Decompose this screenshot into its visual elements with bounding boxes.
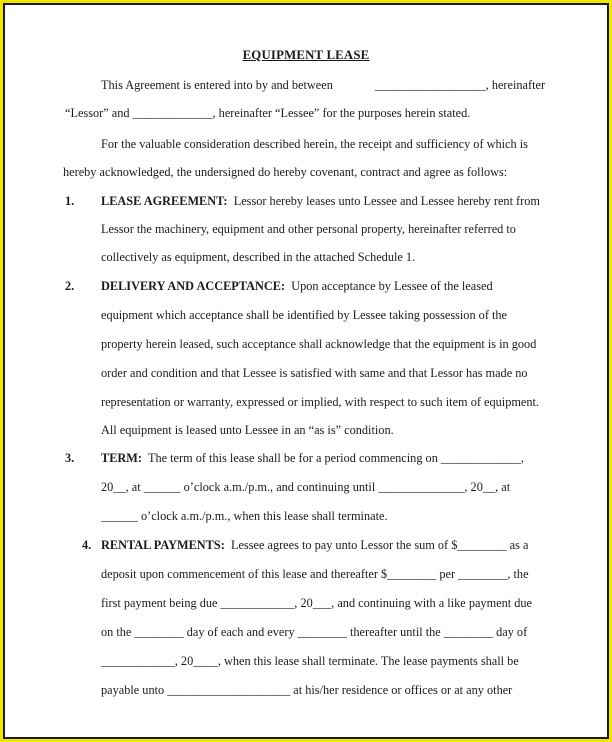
- section-3-text-3: ______ o’clock a.m./p.m., when this lease shall terminate.: [101, 509, 388, 523]
- intro-line-1a: This Agreement is entered into by and between: [101, 78, 333, 92]
- section-2-first-line: [101, 279, 493, 293]
- section-2-text-4: order and condition and that Lessee is satisfied with same and that Lessor has made no: [101, 366, 528, 380]
- section-2-text-5: representation or warranty, expressed or implied, with respect to such item of equipment.: [101, 395, 539, 409]
- section-1-heading: LEASE AGREEMENT:: [101, 194, 228, 208]
- section-1-first-line: [101, 194, 540, 208]
- section-2-text-1: Upon acceptance by Lessee of the leased: [291, 279, 493, 293]
- section-4-text-1: Lessee agrees to pay unto Lessor the sum of $________ as a: [230, 538, 529, 552]
- document-title: EQUIPMENT LEASE: [242, 48, 370, 62]
- section-1-text-1: Lessor hereby leases unto Lessee and Lessee hereby rent from: [233, 194, 540, 208]
- section-2-number: 2.: [65, 279, 75, 293]
- section-4-first-line: [101, 538, 528, 552]
- section-3-first-line: [101, 451, 524, 465]
- section-3-number: 3.: [65, 451, 75, 465]
- document-frame: [3, 3, 609, 739]
- section-1-text-3: collectively as equipment, described in the attached Schedule 1.: [101, 250, 416, 264]
- section-2-text-3: property herein leased, such acceptance shall acknowledge that the equipment is in good: [101, 337, 537, 351]
- section-4-number: 4.: [82, 538, 92, 552]
- section-1-text-2: Lessor the machinery, equipment and other personal property, hereinafter referred to: [101, 222, 516, 236]
- intro-line-1b: __________________, hereinafter: [375, 78, 546, 92]
- section-4-text-2: deposit upon commencement of this lease and thereafter $________ per ________, the: [101, 567, 529, 581]
- section-1-number: 1.: [65, 194, 75, 208]
- section-4-text-6: payable unto ____________________ at his/her residence or offices or at any other: [101, 683, 513, 697]
- section-3-heading: TERM:: [101, 451, 142, 465]
- document-page: [5, 5, 607, 737]
- section-2-heading: DELIVERY AND ACCEPTANCE:: [101, 279, 286, 293]
- section-4-text-5: ____________, 20____, when this lease shall terminate. The lease payments shall be: [101, 654, 519, 668]
- consideration-line-2: hereby acknowledged, the undersigned do hereby covenant, contract and agree as follows:: [63, 165, 508, 179]
- section-4-text-4: on the ________ day of each and every ________ thereafter until the ________ day of: [101, 625, 528, 639]
- consideration-line-1: For the valuable consideration described herein, the receipt and sufficiency of which is: [101, 137, 528, 151]
- intro-line-2: “Lessor” and _____________, hereinafter “Lessee” for the purposes herein stated.: [65, 106, 471, 120]
- section-4-heading: RENTAL PAYMENTS:: [101, 538, 225, 552]
- section-4-text-3: first payment being due ____________, 20___, and continuing with a like payment due: [101, 596, 532, 610]
- section-2-text-2: equipment which acceptance shall be identified by Lessee taking possession of the: [101, 308, 508, 322]
- section-3-text-2: 20__, at ______ o’clock a.m./p.m., and continuing until ______________, 20__, at: [101, 480, 511, 494]
- section-2-text-6: All equipment is leased unto Lessee in an “as is” condition.: [101, 423, 394, 437]
- section-3-text-1: The term of this lease shall be for a period commencing on _____________,: [147, 451, 524, 465]
